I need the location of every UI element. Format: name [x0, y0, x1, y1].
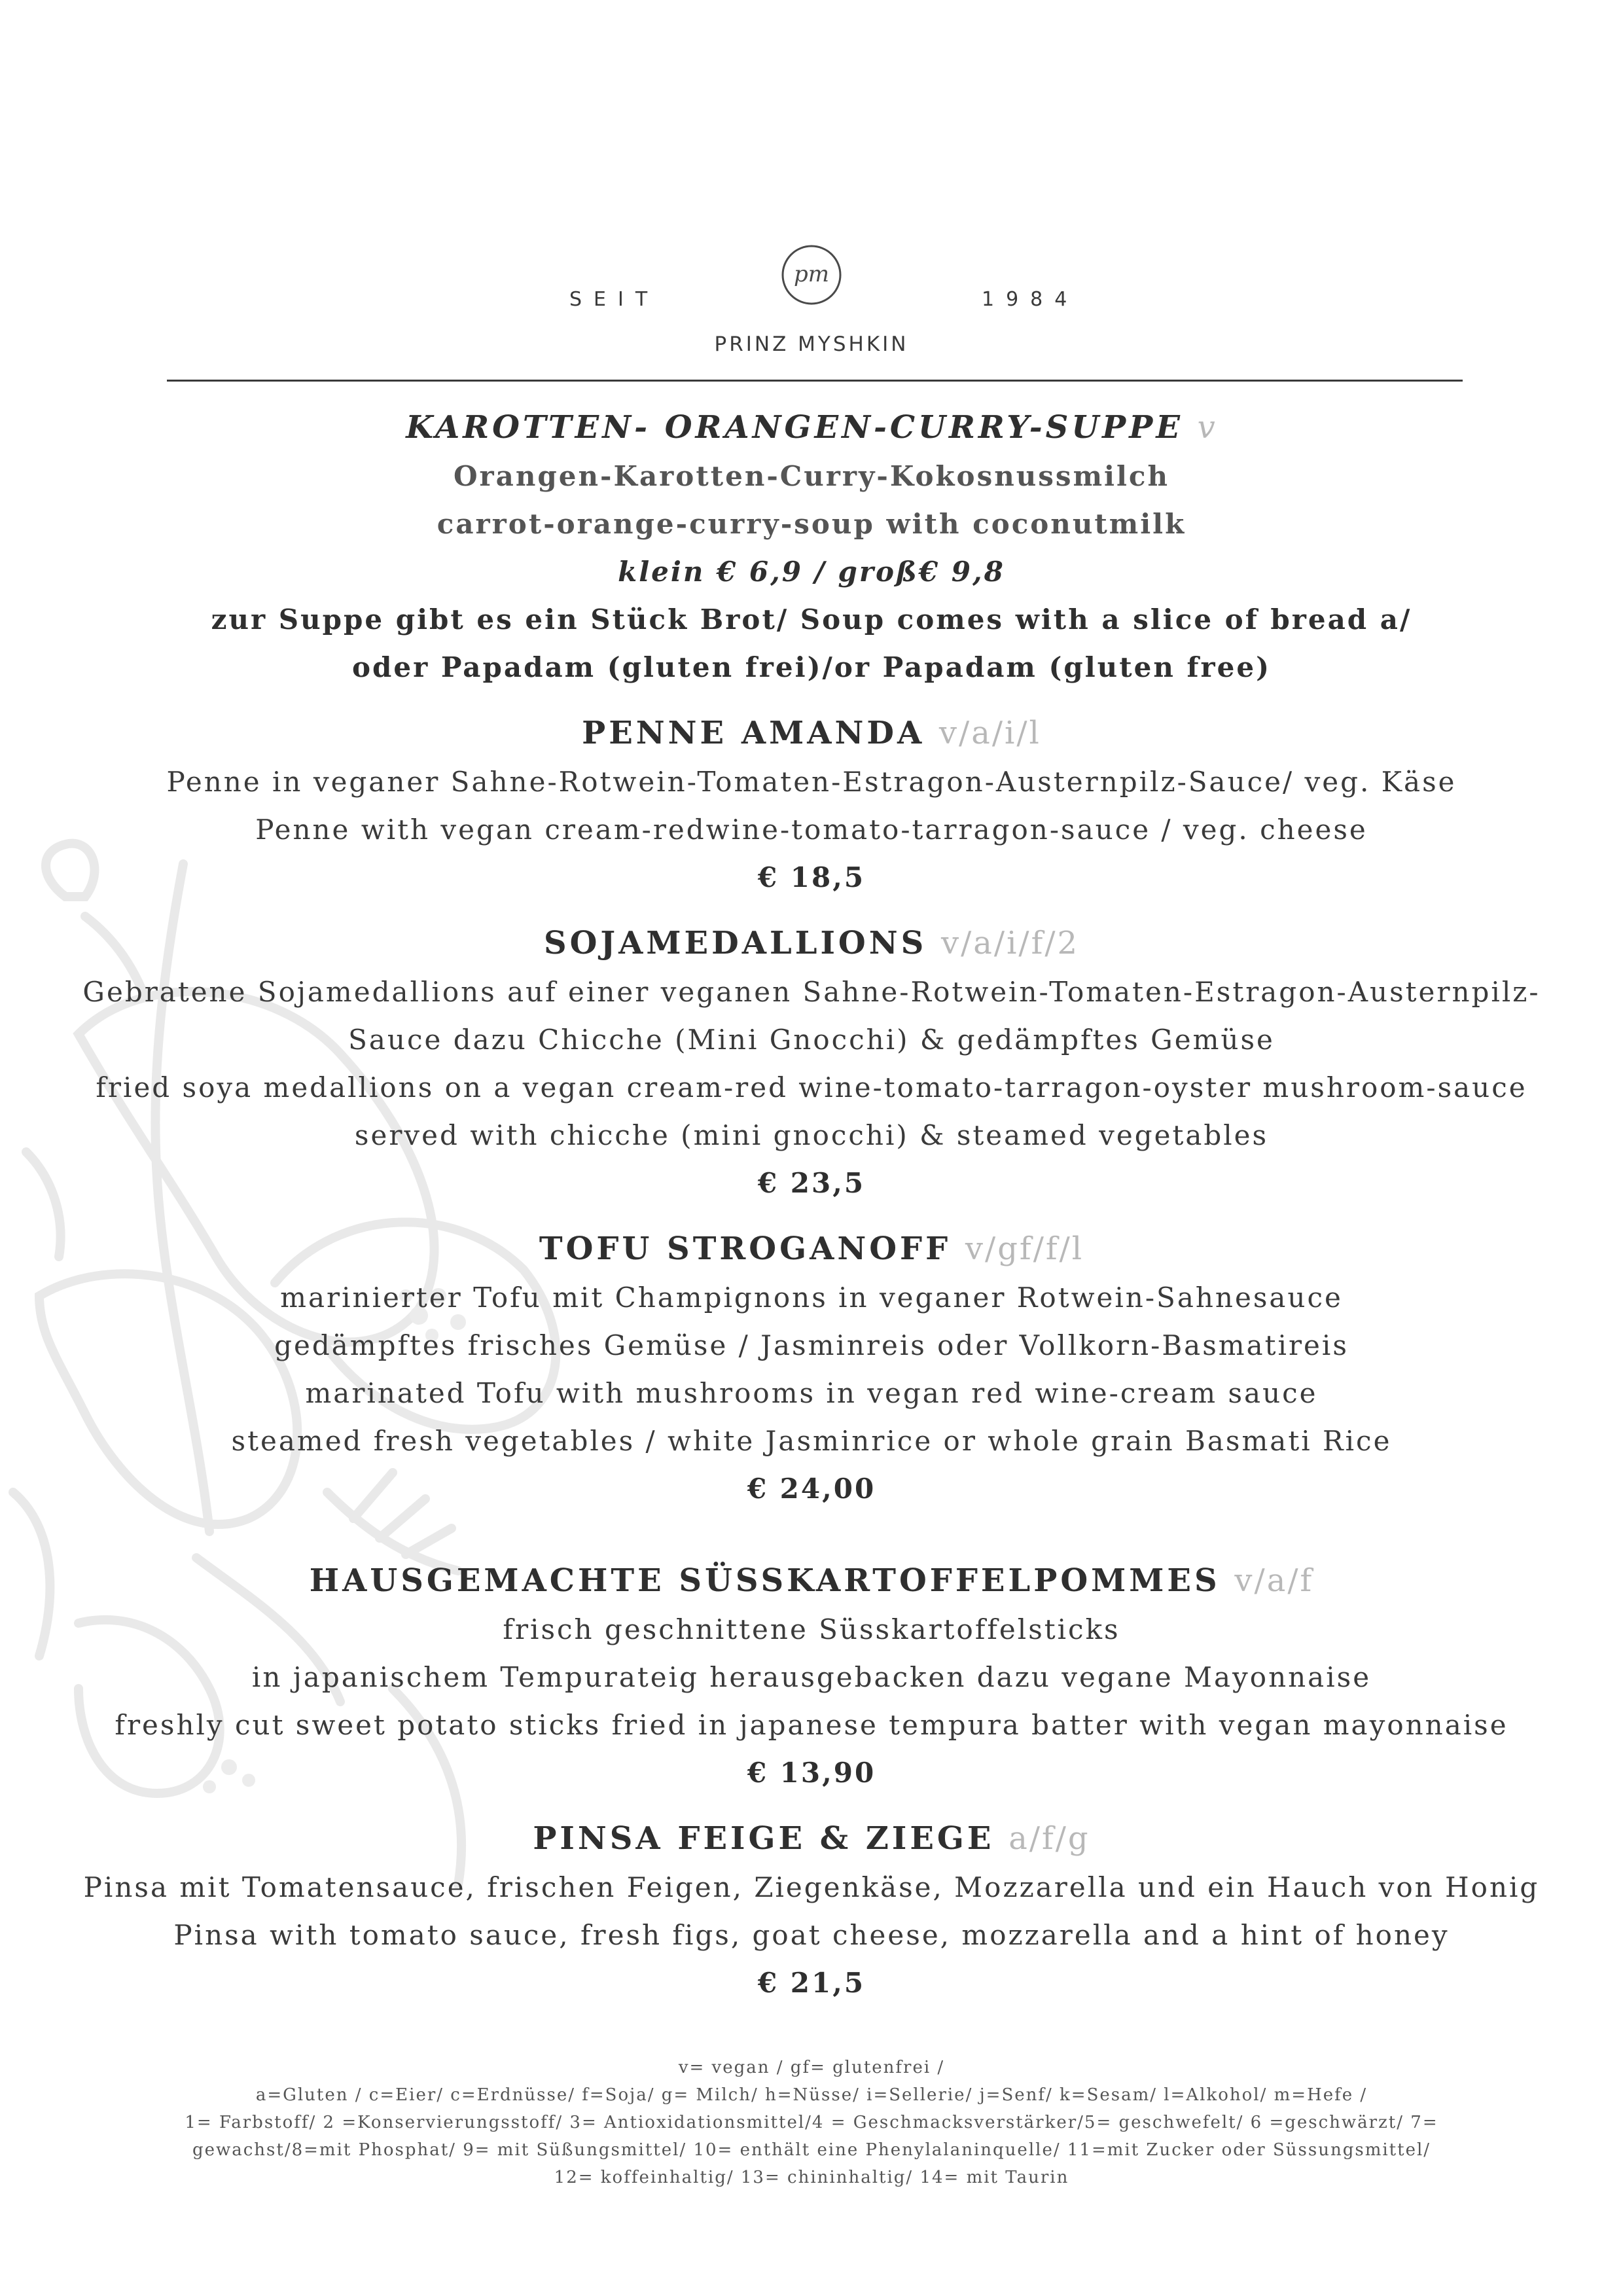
- dish-description: freshly cut sweet potato sticks fried in japanese tempura batter with vegan mayonnaise: [115, 1709, 1508, 1741]
- dish-description: Sauce dazu Chicche (Mini Gnocchi) & gedämpftes Gemüse: [348, 1024, 1275, 1056]
- dish-title: [0, 1556, 1623, 1605]
- dish-title: [0, 403, 1623, 452]
- dish-name: PENNE AMANDA: [582, 715, 925, 751]
- dish-title: [0, 1224, 1623, 1274]
- dish-description: Penne with vegan cream-redwine-tomato-tarragon-sauce / veg. cheese: [255, 814, 1368, 846]
- dish-name: PINSA FEIGE & ZIEGE: [533, 1820, 995, 1857]
- header-divider: [167, 380, 1463, 382]
- dish-note: oder Papadam (gluten frei)/or Papadam (gluten free): [351, 651, 1272, 683]
- legend-line: 12= koffeinhaltig/ 13= chininhaltig/ 14= mit Taurin: [554, 2168, 1069, 2187]
- dish-description: Orangen-Karotten-Curry-Kokosnussmilch: [453, 460, 1170, 492]
- dish-description: marinated Tofu with mushrooms in vegan red wine-cream sauce: [305, 1377, 1318, 1409]
- dish-price: € 24,00: [747, 1473, 876, 1505]
- dish-description: gedämpftes frisches Gemüse / Jasminreis oder Vollkorn-Basmatireis: [274, 1329, 1349, 1361]
- allergen-code: v/a/i/f/2: [940, 925, 1080, 961]
- dish-description: served with chicche (mini gnocchi) & steamed vegetables: [354, 1119, 1269, 1151]
- dish-name: SOJAMEDALLIONS: [543, 925, 927, 961]
- dish-description: Pinsa mit Tomatensauce, frischen Feigen, Ziegenkäse, Mozzarella und ein Hauch von Honig: [83, 1871, 1540, 1903]
- dish-description: Pinsa with tomato sauce, fresh figs, goat cheese, mozzarella and a hint of honey: [173, 1919, 1450, 1951]
- dish-karotten-suppe: [0, 403, 1623, 691]
- allergen-legend: [0, 2054, 1623, 2191]
- dish-price: € 18,5: [757, 861, 866, 893]
- dish-sojamedallions: [0, 918, 1623, 1207]
- legend-line: gewachst/8=mit Phosphat/ 9= mit Süßungsmittel/ 10= enthält eine Phenylalaninquelle/ 11=mit Zucker oder Süssungsmittel/: [192, 2140, 1431, 2160]
- dish-price: klein € 6,9 / groß€ 9,8: [618, 556, 1005, 588]
- dish-description: Penne in veganer Sahne-Rotwein-Tomaten-Estragon-Austernpilz-Sauce/ veg. Käse: [166, 766, 1457, 798]
- dish-price: € 21,5: [757, 1967, 866, 1999]
- dish-name: KAROTTEN- ORANGEN-CURRY-SUPPE: [406, 409, 1183, 446]
- dish-title: [0, 1814, 1623, 1863]
- dish-title: [0, 918, 1623, 968]
- legend-line: 1= Farbstoff/ 2 =Konservierungsstoff/ 3= Antioxidationsmittel/4 = Geschmacksverstärker/5= geschwefelt/ 6 =geschwärzt/ 7=: [185, 2113, 1438, 2132]
- restaurant-header: [0, 242, 1623, 373]
- dish-description: frisch geschnittene Süsskartoffelsticks: [503, 1613, 1120, 1645]
- allergen-code: v/gf/f/l: [965, 1230, 1084, 1267]
- dish-note: zur Suppe gibt es ein Stück Brot/ Soup comes with a slice of bread a/: [211, 603, 1412, 636]
- dish-description: Gebratene Sojamedallions auf einer veganen Sahne-Rotwein-Tomaten-Estragon-Austernpilz-: [82, 976, 1541, 1008]
- dish-description: in japanischem Tempurateig herausgebacken dazu vegane Mayonnaise: [251, 1661, 1372, 1693]
- dish-description: steamed fresh vegetables / white Jasminrice or whole grain Basmati Rice: [231, 1425, 1392, 1457]
- brand-name: PRINZ MYSHKIN: [714, 332, 909, 356]
- dish-price: € 23,5: [757, 1167, 866, 1199]
- dish-price: € 13,90: [747, 1757, 876, 1789]
- section-gap: [0, 1530, 1623, 1556]
- header-year-text: 1984: [982, 288, 1079, 311]
- menu-content: [0, 403, 1623, 2024]
- dish-name: TOFU STROGANOFF: [539, 1230, 952, 1267]
- allergen-code: v/a/f: [1234, 1562, 1314, 1599]
- legend-line: v= vegan / gf= glutenfrei /: [678, 2058, 945, 2077]
- logo-monogram: pm: [793, 261, 830, 287]
- allergen-code: a/f/g: [1008, 1820, 1090, 1857]
- dish-description: fried soya medallions on a vegan cream-red wine-tomato-tarragon-oyster mushroom-sauce: [96, 1071, 1527, 1103]
- dish-description: carrot-orange-curry-soup with coconutmilk: [437, 508, 1186, 540]
- pm-logo-icon: [779, 242, 844, 308]
- dish-description: marinierter Tofu mit Champignons in veganer Rotwein-Sahnesauce: [280, 1282, 1343, 1314]
- header-seit-text: SEIT: [569, 288, 660, 311]
- legend-line: a=Gluten / c=Eier/ c=Erdnüsse/ f=Soja/ g= Milch/ h=Nüsse/ i=Sellerie/ j=Senf/ k=Sesam/ l=Alkohol/ m=Hefe /: [255, 2085, 1368, 2105]
- dish-pinsa-feige-ziege: [0, 1814, 1623, 2007]
- dish-name: HAUSGEMACHTE SÜSSKARTOFFELPOMMES: [309, 1562, 1221, 1599]
- dish-suesskartoffelpommes: [0, 1556, 1623, 1797]
- dish-tofu-stroganoff: [0, 1224, 1623, 1513]
- dish-title: [0, 708, 1623, 758]
- allergen-code: v: [1197, 409, 1217, 446]
- allergen-code: v/a/i/l: [938, 715, 1041, 751]
- dish-penne-amanda: [0, 708, 1623, 901]
